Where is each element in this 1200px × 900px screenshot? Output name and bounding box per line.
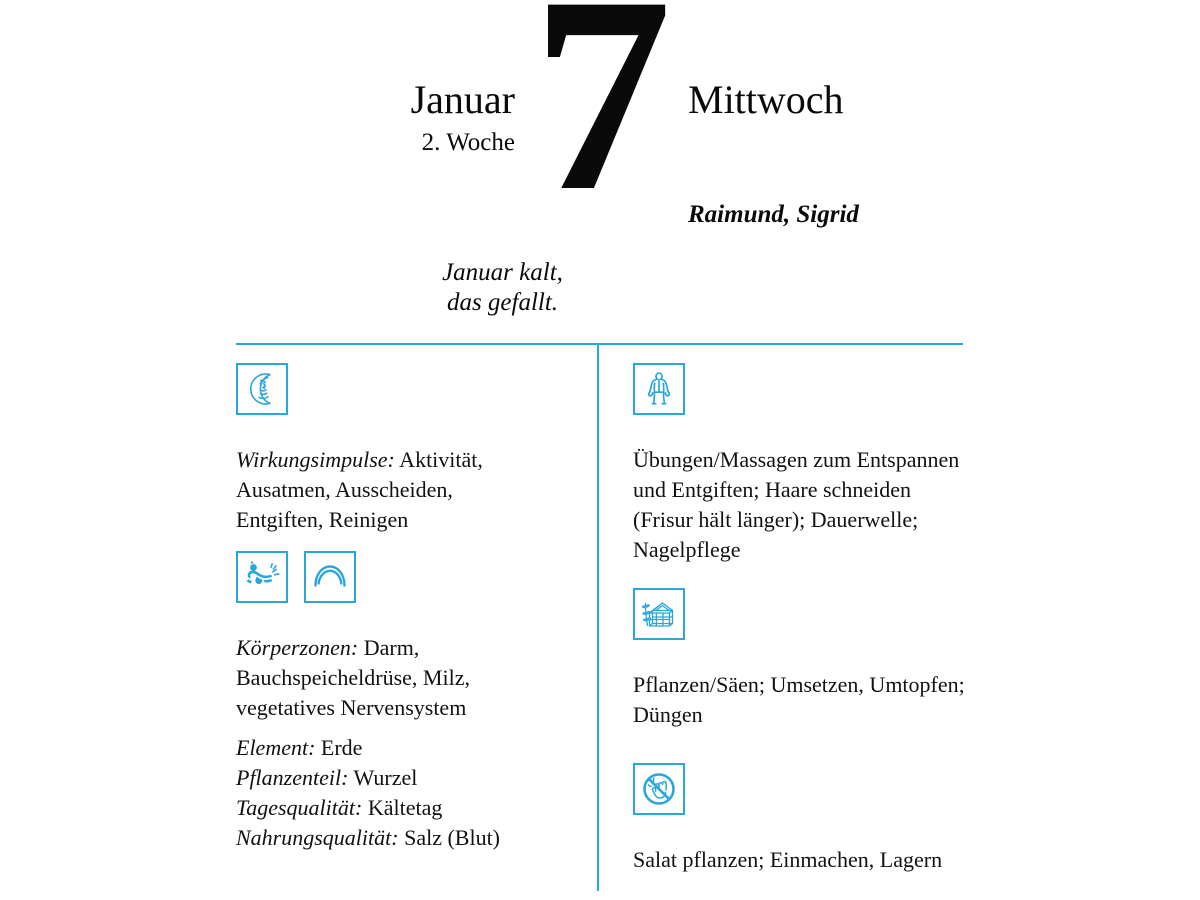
icon-row (236, 363, 536, 415)
month-block (210, 78, 515, 158)
koerperzonen-text (236, 633, 546, 723)
no-hand-prohibited-icon (633, 763, 685, 815)
moon-face-icon (236, 363, 288, 415)
element-value: Erde (315, 735, 363, 760)
icon-row (236, 551, 546, 603)
section-wirkungsimpulse (236, 363, 536, 535)
attribute-row (236, 823, 500, 853)
tagesqualitaet-value: Kältetag (362, 795, 443, 820)
wirkungsimpulse-text (236, 445, 536, 535)
wirkungsimpulse-value: Aktivität, Ausatmen, Ausscheiden, Entgiften, Reinigen (236, 447, 483, 532)
month-name: Januar (410, 77, 515, 122)
element-label: Element: (236, 735, 316, 760)
descending-node-arc-icon (304, 551, 356, 603)
pflanzenteil-label: Pflanzenteil: (236, 765, 349, 790)
virgo-maiden-icon (236, 551, 288, 603)
attribute-row (236, 793, 500, 823)
tagesqualitaet-label: Tagesqualität: (236, 795, 363, 820)
attribute-row (236, 763, 500, 793)
section-verboten (633, 763, 968, 875)
calendar-header (0, 0, 1200, 330)
day-number: 7 (532, 0, 668, 249)
koerperpflege-text: Übungen/Massagen zum Entspannen und Entgiften; Haare schneiden (Frisur hält länger); Dauerwelle; Nagelpflege (633, 447, 960, 562)
attribute-row (236, 733, 500, 763)
horizontal-divider (236, 343, 963, 345)
weekday-name: Mittwoch (688, 77, 844, 122)
pflanzenteil-value: Wurzel (348, 765, 418, 790)
name-days: Raimund, Sigrid (688, 201, 859, 228)
proverb-line-1: Januar kalt, (442, 259, 563, 286)
week-label: 2. Woche (421, 129, 515, 156)
proverb (330, 258, 675, 318)
human-body-icon (633, 363, 685, 415)
attribute-list (236, 733, 500, 853)
section-koerperzonen (236, 551, 546, 723)
greenhouse-plants-icon (633, 588, 685, 640)
verboten-text: Salat pflanzen; Einmachen, Lagern (633, 847, 943, 872)
weekday-block (688, 78, 1088, 122)
vertical-divider (597, 343, 599, 891)
section-koerperpflege (633, 363, 968, 565)
wirkungsimpulse-label: Wirkungsimpulse: (236, 447, 395, 472)
nahrungsqualitaet-label: Nahrungsqualität: (236, 825, 399, 850)
koerperzonen-label: Körperzonen: (236, 635, 359, 660)
nahrungsqualitaet-value: Salz (Blut) (398, 825, 501, 850)
proverb-line-2: das gefallt. (446, 289, 559, 316)
koerperzonen-value: Darm, Bauchspeicheldrüse, Milz, vegetatives Nervensystem (236, 635, 470, 720)
pflanzen-text: Pflanzen/Säen; Umsetzen, Umtopfen; Düngen (633, 672, 965, 727)
section-pflanzen (633, 588, 968, 730)
